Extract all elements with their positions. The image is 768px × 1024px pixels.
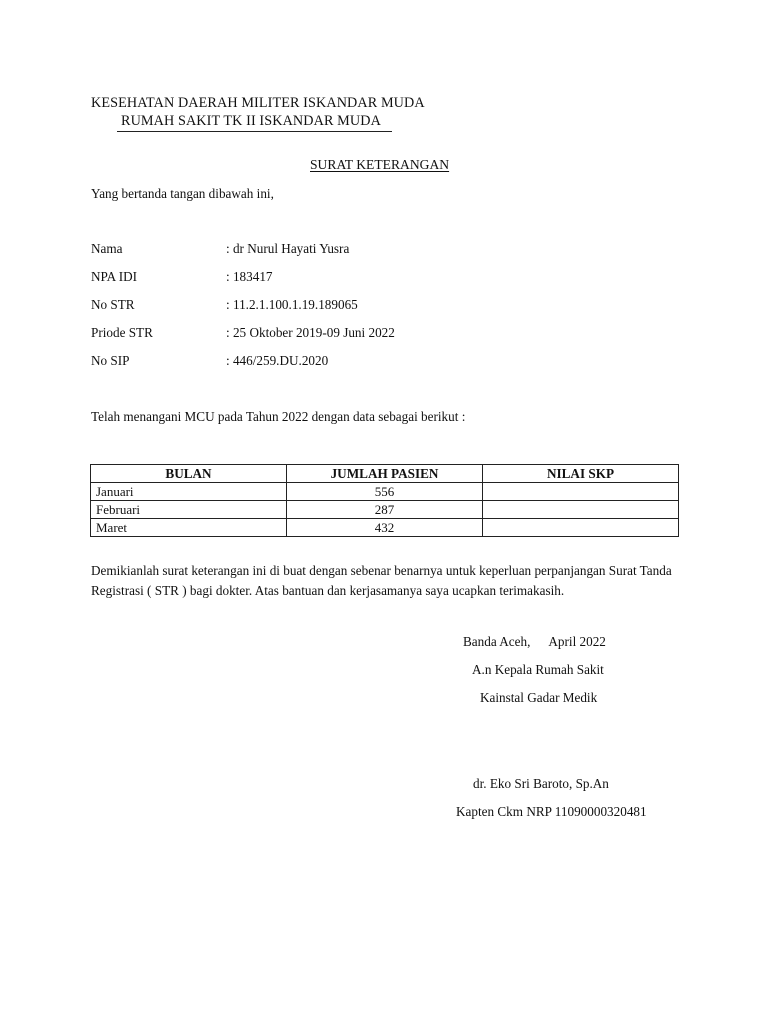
signatory-rank: Kapten Ckm NRP 11090000320481 [456, 804, 647, 819]
cell-bulan: Februari [91, 501, 287, 519]
mcu-table [90, 464, 679, 537]
cell-jumlah: 432 [287, 519, 483, 537]
identity-label-sip: No SIP [91, 353, 130, 368]
identity-label-str: No STR [91, 297, 135, 312]
identity-label-priode: Priode STR [91, 325, 153, 340]
hospital-header: RUMAH SAKIT TK II ISKANDAR MUDA [121, 113, 381, 129]
column-header-skp: NILAI SKP [483, 465, 679, 483]
cell-skp [483, 483, 679, 501]
column-header-bulan: BULAN [91, 465, 287, 483]
identity-value-priode: : 25 Oktober 2019-09 Juni 2022 [226, 325, 395, 340]
table-header-row [91, 465, 679, 483]
signature-place-date [463, 634, 606, 650]
identity-value-str: : 11.2.1.100.1.19.189065 [226, 297, 358, 312]
cell-jumlah: 556 [287, 483, 483, 501]
signature-place: Banda Aceh, [463, 634, 531, 649]
cell-skp [483, 519, 679, 537]
column-header-jumlah: JUMLAH PASIEN [287, 465, 483, 483]
identity-value-nama: : dr Nurul Hayati Yusra [226, 241, 350, 256]
table-row [91, 501, 679, 519]
cell-bulan: Maret [91, 519, 287, 537]
identity-label-nama: Nama [91, 241, 123, 256]
intro-text: Yang bertanda tangan dibawah ini, [91, 186, 274, 201]
cell-bulan: Januari [91, 483, 287, 501]
signatory-name: dr. Eko Sri Baroto, Sp.An [473, 776, 609, 791]
closing-paragraph: Demikianlah surat keterangan ini di buat dengan sebenar benarnya untuk keperluan perpanjangan Surat Tanda Registrasi ( STR ) bagi dokter. Atas bantuan dan kerjasamanya saya ucapkan terimakasih. [91, 563, 672, 598]
signature-role: Kainstal Gadar Medik [480, 690, 598, 705]
signature-on-behalf: A.n Kepala Rumah Sakit [472, 662, 604, 677]
table-row [91, 519, 679, 537]
signature-month-year: April 2022 [548, 634, 606, 649]
identity-value-sip: : 446/259.DU.2020 [226, 353, 329, 368]
cell-skp [483, 501, 679, 519]
institution-header: KESEHATAN DAERAH MILITER ISKANDAR MUDA [91, 95, 425, 111]
header-underline [117, 131, 392, 132]
cell-jumlah: 287 [287, 501, 483, 519]
table-row [91, 483, 679, 501]
mcu-statement: Telah menangani MCU pada Tahun 2022 dengan data sebagai berikut : [91, 409, 466, 424]
document-title: SURAT KETERANGAN [310, 157, 450, 172]
identity-value-npa: : 183417 [226, 269, 273, 284]
identity-label-npa: NPA IDI [91, 269, 138, 284]
